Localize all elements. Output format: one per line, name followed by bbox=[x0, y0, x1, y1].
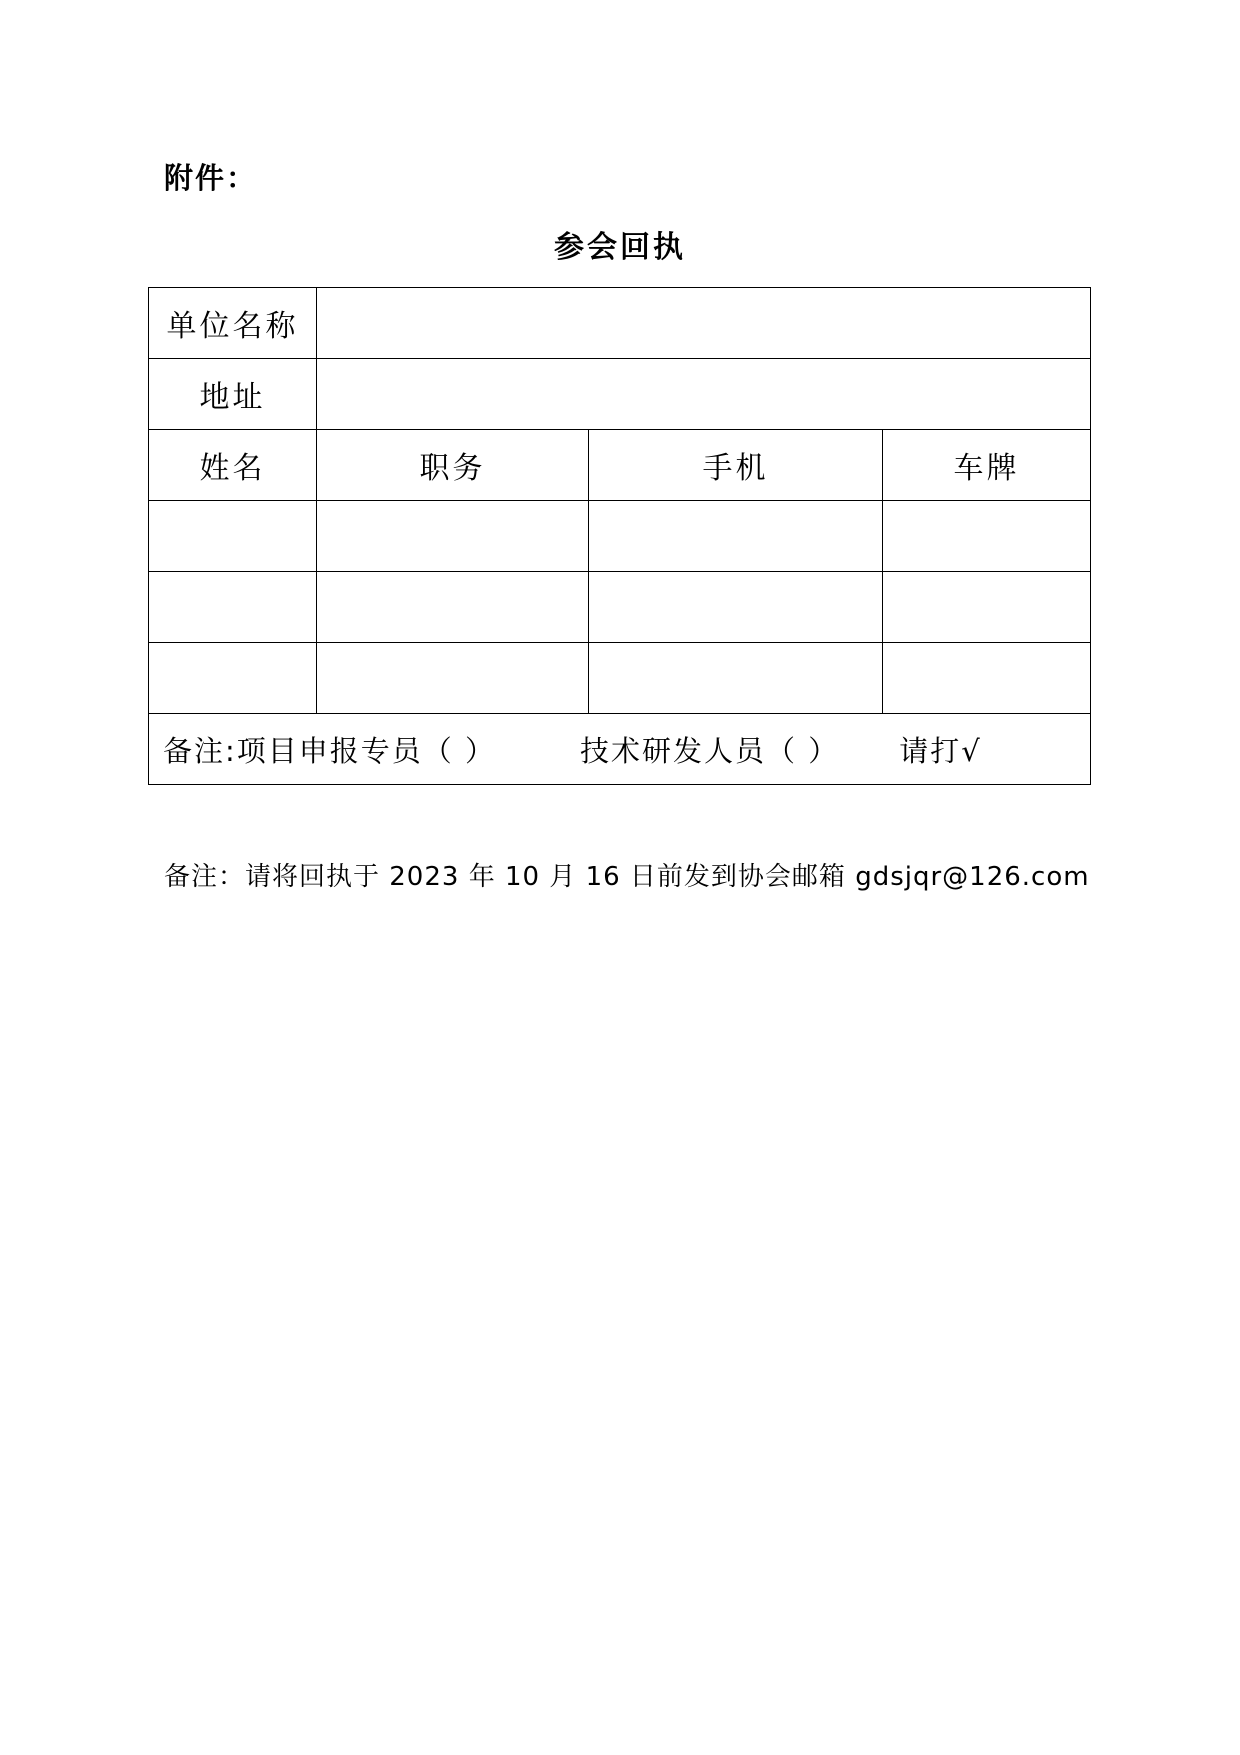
header-name: 姓名 bbox=[149, 430, 317, 501]
header-position: 职务 bbox=[317, 430, 589, 501]
mobile-cell[interactable] bbox=[589, 572, 883, 643]
receipt-form-table bbox=[148, 287, 1091, 785]
name-cell[interactable] bbox=[149, 501, 317, 572]
unit-name-label: 单位名称 bbox=[149, 288, 317, 359]
note-option-project-specialist[interactable]: 项目申报专员（ ） bbox=[236, 733, 496, 768]
table-row bbox=[149, 501, 1091, 572]
table-row bbox=[149, 572, 1091, 643]
mobile-cell[interactable] bbox=[589, 643, 883, 714]
note-option-rd-staff[interactable]: 技术研发人员（ ） bbox=[580, 733, 840, 768]
attachment-label: 附件： bbox=[164, 161, 258, 195]
table-row bbox=[149, 643, 1091, 714]
header-license-plate: 车牌 bbox=[883, 430, 1091, 501]
position-cell[interactable] bbox=[317, 572, 589, 643]
note-prefix: 备注: bbox=[163, 733, 237, 768]
address-field[interactable] bbox=[317, 359, 1091, 430]
unit-name-field[interactable] bbox=[317, 288, 1091, 359]
name-cell[interactable] bbox=[149, 643, 317, 714]
address-row bbox=[149, 359, 1091, 430]
mobile-cell[interactable] bbox=[589, 501, 883, 572]
note-cell bbox=[149, 714, 1091, 785]
name-cell[interactable] bbox=[149, 572, 317, 643]
license-plate-cell[interactable] bbox=[883, 501, 1091, 572]
address-label: 地址 bbox=[149, 359, 317, 430]
position-cell[interactable] bbox=[317, 643, 589, 714]
unit-name-row bbox=[149, 288, 1091, 359]
header-mobile: 手机 bbox=[589, 430, 883, 501]
position-cell[interactable] bbox=[317, 501, 589, 572]
document-title: 参会回执 bbox=[554, 230, 686, 265]
footer-note: 备注：请将回执于 2023 年 10 月 16 日前发到协会邮箱 gdsjqr@126.com bbox=[164, 862, 1090, 892]
header-row bbox=[149, 430, 1091, 501]
note-instruction: 请打√ bbox=[899, 733, 982, 768]
license-plate-cell[interactable] bbox=[883, 572, 1091, 643]
license-plate-cell[interactable] bbox=[883, 643, 1091, 714]
note-row bbox=[149, 714, 1091, 785]
